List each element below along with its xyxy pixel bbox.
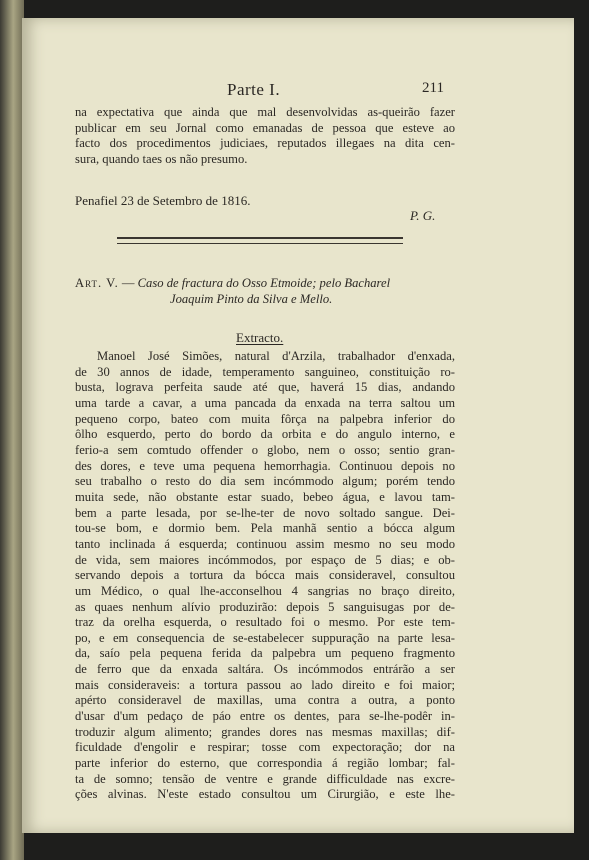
article-title-line1: Caso de fractura do Osso Etmoide; pelo Bacharel	[137, 276, 391, 290]
text-line: ôlho esquerdo, perto do bordo da orbita e do angulo interno, e	[75, 427, 455, 442]
text-line: ta de somno; tensão de ventre e grande difficuldade nas excre-	[75, 771, 455, 786]
text-line: busta, lograva perfeita saude até que, haverá 15 dias, andando	[75, 380, 455, 395]
text-line: seu trabalho o resto do dia sem incómmodo algum; porém tendo	[75, 474, 455, 489]
text-line: de vida, sem maiores incómmodos, por espaço de 5 dias; e ob-	[75, 552, 455, 567]
text-line: parte inferior do esterno, que correspondia á região lombar; fal-	[75, 756, 455, 771]
extract-body	[75, 349, 455, 803]
facing-page-edge	[0, 0, 24, 860]
article-heading	[75, 275, 455, 307]
page-header	[22, 80, 574, 104]
dateline: Penafiel 23 de Setembro de 1816.	[75, 193, 251, 208]
text-line: publicar em seu Jornal como emanadas de pessoa que esteve ao	[75, 120, 455, 135]
author-initials: P. G.	[410, 208, 436, 223]
text-line: uma tarde a cavar, a uma pancada da enxada na terra saltou um	[75, 395, 455, 410]
section-title: Extracto.	[236, 330, 284, 345]
text-line: tanto inclinada á esquerda; continuou assim mesmo no seu modo	[75, 536, 455, 551]
text-line: traz da orelha esquerda, o resultado foi o mesmo. Por este tem-	[75, 615, 455, 630]
article-label: Art. V.	[75, 276, 119, 290]
text-line: da, saío pela pequena ferida da palpebra um pequeno fragmento	[75, 646, 455, 661]
text-line: po, e em consequencia de se-estabelecer suppuração na parte lesa-	[75, 630, 455, 645]
book-page	[22, 18, 574, 833]
text-line: ções alvinas. N'este estado consultou um Cirurgião, e este lhe-	[75, 787, 455, 802]
text-line: na expectativa que ainda que mal desenvolvidas as-queirão fazer	[75, 105, 455, 119]
running-title: Parte I.	[227, 80, 281, 99]
article-dash: —	[121, 276, 135, 290]
text-line: des dores, e teve uma pequena hemorrhagia. Continuou depois no	[75, 458, 455, 473]
text-line: sura, quando taes os não presumo.	[75, 151, 248, 166]
text-line: ficuldade d'engolir e respirar; tosse com expectoração; dor na	[75, 740, 455, 755]
text-line: pequeno corpo, bateo com muita fôrça na palpebra inferior do	[75, 411, 455, 426]
text-line: facto dos procedimentos judiciaes, reputados illegaes na dita cen-	[75, 136, 455, 151]
text-line: troduzir algum alimento; grandes dores nas mesmas maxillas; dif-	[75, 724, 455, 739]
text-line: mais consideraveis: a tortura passou ao lado direito e foi maior;	[75, 677, 455, 692]
text-line: d'usar d'um pedaço de páo entre os dentes, para se-lhe-podêr in-	[75, 709, 455, 724]
section-divider-rule	[117, 237, 403, 244]
text-line: de 30 annos de idade, temperamento sanguineo, constituição ro-	[75, 364, 455, 379]
text-line: servando depois a tortura da bócca mais consideravel, consultou	[75, 568, 455, 583]
article-title-line2: Joaquim Pinto da Silva e Mello.	[170, 292, 333, 306]
page-number: 211	[422, 80, 444, 96]
text-line: um Médico, o qual lhe-acconselhou 4 sangrias no braço direito,	[75, 583, 455, 598]
text-line: as quaes nenhum alívio produzirão: depois 5 sanguisugas por de-	[75, 599, 455, 614]
text-line: ferio-a sem comtudo offender o globo, nem o osso; sentio gran-	[75, 442, 455, 457]
text-line: muita sede, não obstante estar suado, bebeo água, e lavou tam-	[75, 489, 455, 504]
text-line: tou-se bom, e dormio bem. Pela manhã sentio a bócca algum	[75, 521, 455, 536]
text-line: de ferro que da enxada saltára. Os incómmodos entrárão a ser	[75, 662, 455, 677]
letter-conclusion	[75, 105, 455, 167]
text-line: Manoel José Simões, natural d'Arzila, trabalhador d'enxada,	[97, 349, 455, 363]
text-line: bem a parte lesada, por se-lhe-ter de novo soltado sangue. Dei-	[75, 505, 455, 520]
text-line: apérto consideravel de maxillas, uma contra a outra, a ponto	[75, 693, 455, 708]
